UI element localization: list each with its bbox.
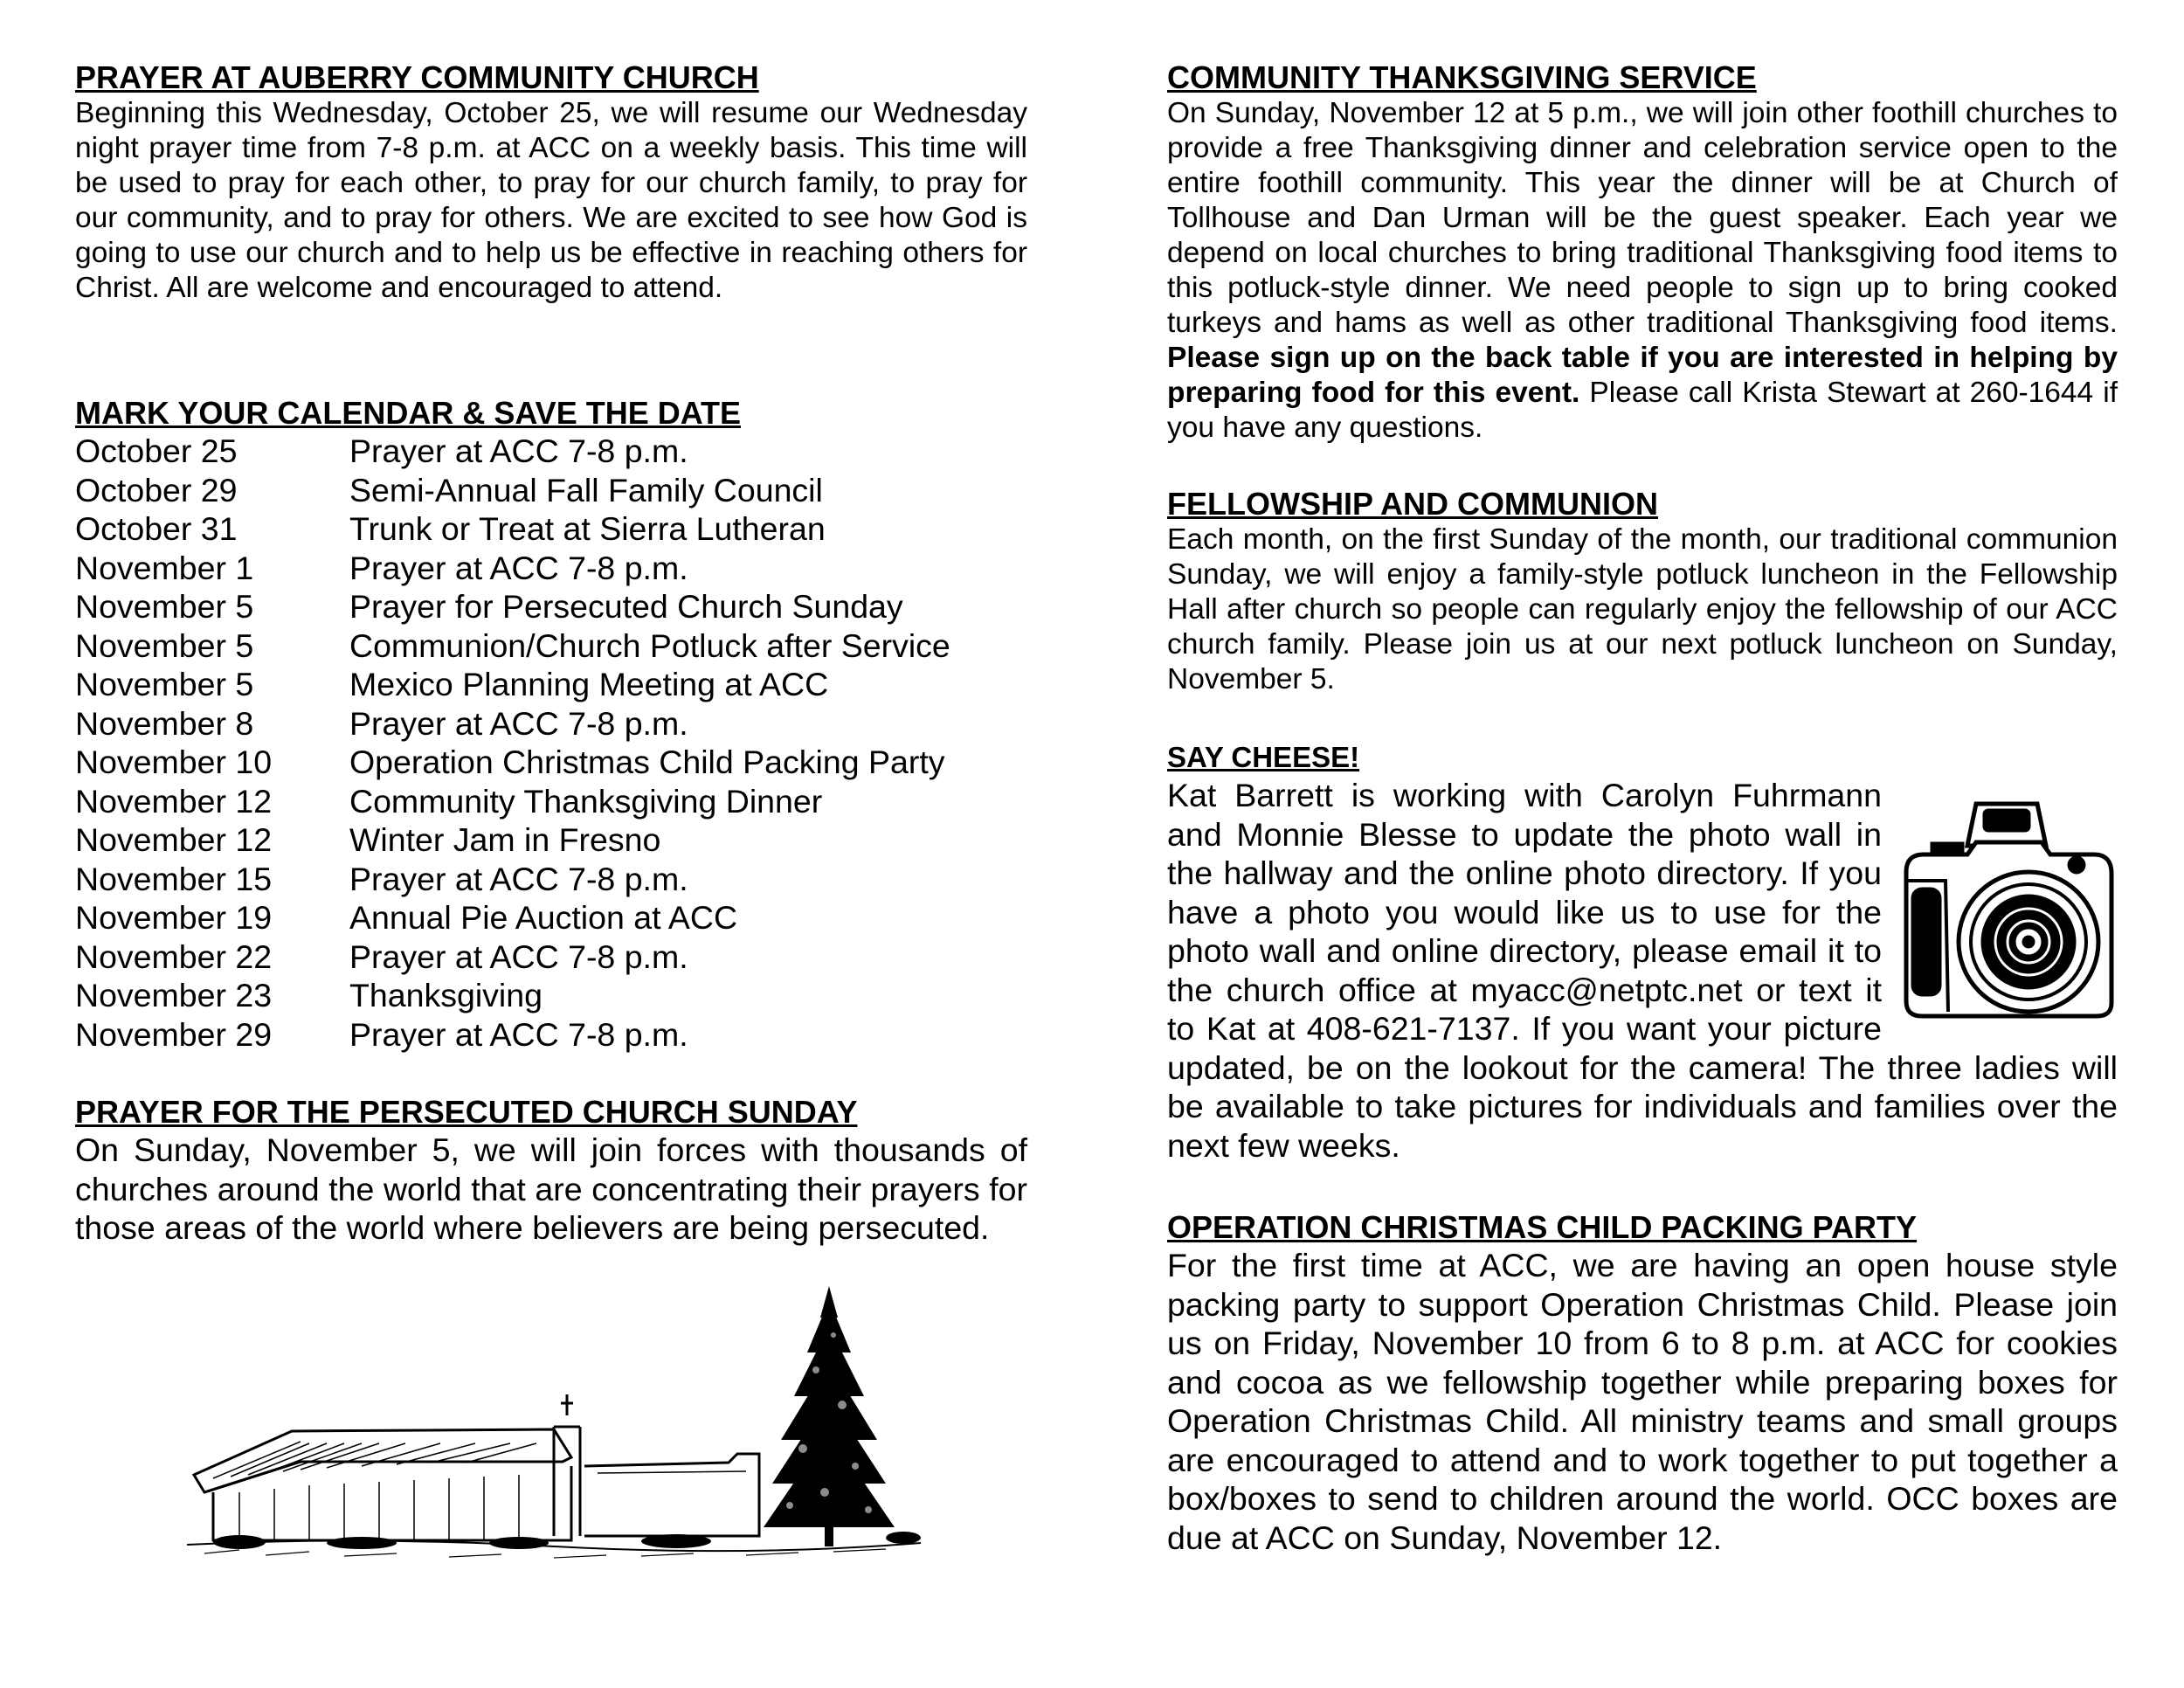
thanksgiving-body-bold: Please sign up on the back table if you are interested in helping by preparing food for this event. [1167,342,2118,409]
cheese-section [1167,739,2118,1165]
fellowship-heading: FELLOWSHIP AND COMMUNION [1167,486,1658,522]
thanksgiving-body [1167,96,2118,446]
calendar-event: Annual Pie Auction at ACC [349,899,738,936]
prayer-body: Beginning this Wednesday, October 25, we will resume our Wednesday night prayer time from 7-8 p.m. at ACC on a weekly basis. This time will be used to pray for each other, to pray for our church family, to pray for our community, and to pray for others. We are excited to see how God is going to use our church and to help us be effective in reaching others for Christ. All are welcome and encouraged to attend. [75,97,1027,304]
calendar-row [75,432,1027,471]
camera-icon [1897,793,2118,1024]
calendar-date: November 15 [75,860,273,897]
calendar-row [75,587,1027,626]
calendar-date: November 23 [75,977,273,1013]
calendar-event: Prayer at ACC 7-8 p.m. [349,1015,688,1053]
calendar-row [75,1015,1027,1055]
occ-heading: OPERATION CHRISTMAS CHILD PACKING PARTY [1167,1209,1918,1245]
calendar-heading: MARK YOUR CALENDAR & SAVE THE DATE [75,395,742,431]
calendar-row [75,626,1027,666]
calendar-date: November 19 [75,899,273,936]
fellowship-section [1167,486,2118,697]
calendar-date: November 12 [75,782,273,820]
thanksgiving-section [1167,59,2118,446]
calendar-event: Prayer at ACC 7-8 p.m. [349,937,688,975]
calendar-event: Operation Christmas Child Packing Party [349,744,945,780]
calendar-row [75,665,1027,704]
cheese-body: Kat Barrett is working with Carolyn Fuhrmann and Monnie Blesse to update the photo wall in the hallway and the online photo directory. If you have a photo you would like us to use for the photo wall and online directory, please email it to the church office at myacc@netptc.net or text it to Kat at 408-621-7137. If you want your picture updated, be on the lookout for the camera! The three ladies will be available to take pictures for individuals and families over the next few weeks. [1167,777,2118,1164]
occ-body: For the first time at ACC, we are having an open house style packing party to support Operation Christmas Child. Please join us on Friday, November 10 from 6 to 8 p.m. at ACC for cookies and cocoa as we fellowship together while preparing boxes for Operation Christmas Child. All ministry teams and small groups are encouraged to attend and to work together to put together a box/boxes to send to children around the world. OCC boxes are due at ACC on Sunday, November 12. [1167,1247,2118,1556]
calendar-date: November 10 [75,744,273,780]
calendar-event: Prayer at ACC 7-8 p.m. [349,860,688,897]
prayer-section [75,59,1027,306]
calendar-event: Prayer at ACC 7-8 p.m. [349,432,688,469]
calendar-row [75,509,1027,549]
calendar-section [75,395,1027,1054]
calendar-list [75,432,1027,1054]
cheese-heading: SAY CHEESE! [1167,741,1360,773]
fellowship-body: Each month, on the first Sunday of the month, our traditional communion Sunday, we will enjoy a family-style potluck luncheon in the Fellowship Hall after church so people can regularly enjoy the fellowship of our ACC church family. Please join us at our next potluck luncheon on Sunday, November 5. [1167,523,2118,695]
calendar-event: Community Thanksgiving Dinner [349,782,823,820]
calendar-date: November 1 [75,549,254,586]
calendar-date: November 22 [75,937,273,975]
persecuted-section [75,1094,1027,1248]
calendar-event: Prayer at ACC 7-8 p.m. [349,549,688,586]
calendar-row [75,820,1027,860]
calendar-event: Communion/Church Potluck after Service [349,626,950,664]
calendar-date: November 29 [75,1015,273,1053]
calendar-row [75,743,1027,782]
calendar-row [75,782,1027,821]
persecuted-heading: PRAYER FOR THE PERSECUTED CHURCH SUNDAY [75,1094,858,1130]
persecuted-body: On Sunday, November 5, we will join forces with thousands of churches around the world that are concentrating their prayers for those areas of the world where believers are being persecuted. [75,1131,1027,1246]
calendar-row [75,937,1027,977]
calendar-date: November 8 [75,704,254,742]
calendar-row [75,976,1027,1015]
church-illustration [187,1283,921,1580]
church-building-icon [187,1283,921,1580]
prayer-heading: PRAYER AT AUBERRY COMMUNITY CHURCH [75,59,759,95]
calendar-event: Semi-Annual Fall Family Council [349,471,823,508]
calendar-row [75,860,1027,899]
calendar-row [75,471,1027,510]
thanksgiving-body-end: Please call Krista Stewart at 260-1644 if you have any questions. [1167,377,2118,444]
calendar-date: November 5 [75,588,254,625]
calendar-date: November 12 [75,821,273,858]
calendar-date: October 25 [75,432,238,469]
calendar-event: Thanksgiving [349,977,543,1013]
calendar-event: Mexico Planning Meeting at ACC [349,666,829,702]
calendar-date: November 5 [75,626,254,664]
calendar-row [75,898,1027,937]
calendar-row [75,549,1027,588]
calendar-event: Prayer at ACC 7-8 p.m. [349,704,688,742]
calendar-date: October 29 [75,471,238,508]
calendar-date: November 5 [75,666,254,702]
occ-section [1167,1209,2118,1557]
thanksgiving-heading: COMMUNITY THANKSGIVING SERVICE [1167,59,1757,95]
calendar-event: Winter Jam in Fresno [349,821,661,858]
calendar-event: Trunk or Treat at Sierra Lutheran [349,510,826,547]
thanksgiving-body-start: On Sunday, November 12 at 5 p.m., we will join other foothill churches to provide a free Thanksgiving dinner and celebration service open to the entire foothill community. This year the dinner will be at Church of Tollhouse and Dan Urman will be the guest speaker. Each year we depend on local churches to bring traditional Thanksgiving food items to this potluck-style dinner. We need people to sign up to bring cooked turkeys and hams as well as other traditional Thanksgiving food items. [1167,97,2118,339]
calendar-event: Prayer for Persecuted Church Sunday [349,588,903,625]
calendar-date: October 31 [75,510,238,547]
calendar-row [75,704,1027,744]
